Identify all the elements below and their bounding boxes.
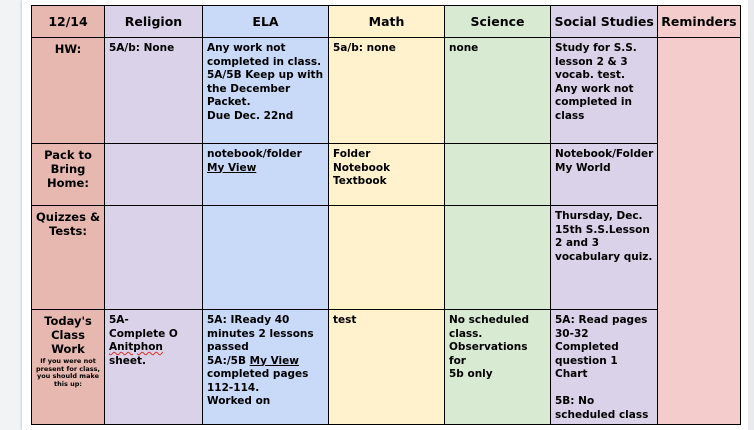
header-ela[interactable]: ELA	[203, 6, 329, 38]
text-line: class.	[449, 327, 483, 340]
table-row-homework	[32, 38, 741, 144]
text-line: completed in	[555, 96, 633, 108]
cell-quiz-ela[interactable]	[203, 206, 329, 310]
header-math[interactable]: Math	[329, 6, 445, 38]
text-line: 2 and 3	[555, 237, 599, 249]
cell-hw-science[interactable]: none	[445, 38, 551, 144]
text-line: lesson 2 & 3	[555, 55, 628, 68]
text-line	[109, 341, 198, 368]
text-line: Pack to	[44, 148, 92, 162]
my-view-link[interactable]: My View	[249, 354, 299, 367]
text-line: Observations for	[449, 341, 528, 367]
text-line: 5A: Read pages	[555, 314, 648, 326]
text-line: Textbook	[333, 175, 387, 187]
text-line: Folder	[333, 148, 371, 160]
text-line: Notebook/Folder	[555, 148, 654, 160]
row-label-today[interactable]	[32, 310, 105, 425]
text-line: 5B: No	[555, 395, 595, 407]
text-line: 30-32	[555, 327, 589, 340]
cell-today-math[interactable]: test	[329, 310, 445, 425]
text-line: Class Work	[51, 328, 85, 356]
cell-quiz-social-studies[interactable]	[551, 206, 658, 310]
text-line: Completed	[555, 341, 619, 353]
table-row-quizzes	[32, 206, 741, 310]
text-line: Today's	[44, 314, 92, 328]
text-line: Notebook	[333, 161, 391, 174]
header-date[interactable]: 12/14	[32, 6, 105, 38]
text-line: vocabulary quiz.	[555, 250, 653, 263]
text-line: completed in class.	[207, 55, 322, 68]
text-line: Thursday, Dec.	[555, 210, 643, 222]
row-label-quizzes[interactable]	[32, 206, 105, 310]
text-line: Any work not	[207, 42, 286, 54]
cell-pack-math[interactable]	[329, 144, 445, 206]
text-line: question 1 Chart	[555, 354, 618, 380]
header-religion[interactable]: Religion	[105, 6, 203, 38]
text-line: Study for S.S.	[555, 42, 637, 54]
table-row-pack	[32, 144, 741, 206]
text-line: Bring	[50, 162, 86, 176]
text-line: Packet.	[207, 96, 251, 108]
cell-pack-social-studies[interactable]	[551, 144, 658, 206]
text-line: 5A/5B Keep up with	[207, 69, 324, 81]
my-view-link[interactable]: My View	[207, 161, 257, 174]
text-line: 5A-	[109, 314, 129, 326]
text-line: No scheduled	[449, 314, 529, 326]
text-line: Any work not	[555, 82, 634, 95]
header-social-studies[interactable]: Social Studies	[551, 6, 658, 38]
scroll-edge	[748, 0, 754, 430]
cell-pack-ela[interactable]	[203, 144, 329, 206]
text-line: notebook/folder	[207, 148, 302, 160]
cell-quiz-math[interactable]	[329, 206, 445, 310]
text-line: Worked on	[207, 395, 271, 407]
header-science[interactable]: Science	[445, 6, 551, 38]
makeup-note: If you were not present for class, you should make this up:	[36, 357, 100, 388]
text-line: class	[555, 109, 585, 122]
row-label-pack[interactable]	[32, 144, 105, 206]
text-line: Home:	[47, 176, 89, 190]
misspelled-word: Anitphon	[109, 341, 163, 353]
cell-hw-math[interactable]: 5a/b: none	[329, 38, 445, 144]
text-line: passed	[207, 341, 249, 353]
text-line: minutes 2 lessons	[207, 327, 314, 340]
text-line: 5A: IReady 40	[207, 314, 290, 326]
text-line: 15th S.S.Lesson	[555, 223, 650, 236]
cell-hw-ela[interactable]	[203, 38, 329, 144]
text-line	[555, 382, 653, 396]
text-line: Due Dec. 22nd	[207, 109, 294, 122]
cell-quiz-religion[interactable]	[105, 206, 203, 310]
text-line: scheduled class	[555, 408, 649, 421]
text-line: Tests:	[49, 224, 87, 238]
text-fragment: 5A:/5B	[207, 354, 250, 367]
text-line: the December	[207, 82, 291, 95]
text-line: vocab. test.	[555, 69, 625, 81]
text-line: Complete O	[109, 327, 178, 340]
row-label-hw[interactable]: HW:	[32, 38, 105, 144]
text-line: Quizzes &	[36, 210, 100, 224]
header-reminders[interactable]: Reminders	[658, 6, 740, 38]
cell-hw-reminders[interactable]	[658, 38, 740, 425]
cell-today-social-studies[interactable]	[551, 310, 658, 425]
cell-hw-religion[interactable]: 5A/b: None	[105, 38, 203, 144]
text-line	[207, 355, 324, 369]
cell-today-religion[interactable]	[105, 310, 203, 425]
text-fragment: sheet.	[109, 354, 146, 367]
homework-table	[31, 5, 741, 425]
cell-pack-religion[interactable]	[105, 144, 203, 206]
header-row	[32, 6, 741, 38]
text-line: My World	[555, 161, 611, 174]
text-line: 5b only	[449, 368, 493, 380]
cell-today-science[interactable]	[445, 310, 551, 425]
text-line: 112-114.	[207, 381, 260, 394]
table-row-today	[32, 310, 741, 425]
cell-hw-social-studies[interactable]	[551, 38, 658, 144]
cell-today-ela[interactable]	[203, 310, 329, 425]
cell-quiz-science[interactable]	[445, 206, 551, 310]
text-line: completed pages	[207, 368, 309, 380]
cell-pack-science[interactable]	[445, 144, 551, 206]
